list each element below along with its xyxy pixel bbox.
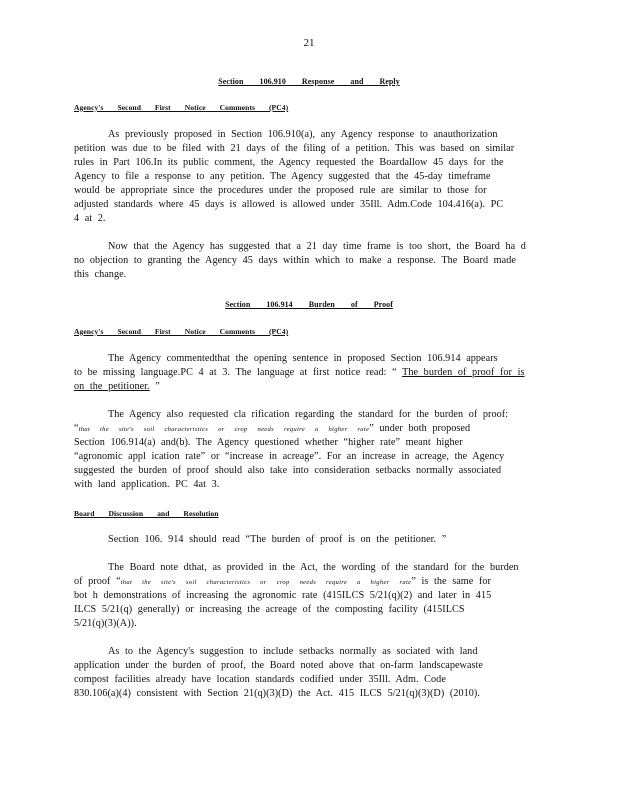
paragraph-line: compost facilities already have location standards codified under 35Ill. Adm. Code [74, 674, 446, 685]
text-run: of proof “ [74, 576, 121, 587]
subheading-agency-comments: Agency's Second First Notice Comments (PC4) [74, 103, 289, 112]
paragraph-line: The Agency commentedthat the opening sentence in proposed Section 106.914 appears [108, 353, 498, 364]
paragraph-line: adjusted standards where 45 days is allowed is allowed under 35Ill. Adm.Code 104.416(a). PC [74, 199, 504, 210]
paragraph-line: ILCS 5/21(q) generally) or increasing the acreage of the composting facility (415ILCS [74, 604, 465, 615]
paragraph-line: Section 106.914(a) and(b). The Agency questioned whether “higher rate” meant higher [74, 437, 463, 448]
paragraph-line: bot h demonstrations of increasing the agronomic rate (415ILCS 5/21(q)(2) and later in 415 [74, 590, 492, 601]
paragraph-line: no objection to granting the Agency 45 days within which to make a response. The Board made [74, 255, 516, 266]
text-run: ” is the same for [411, 576, 491, 587]
subheading-board-discussion: Board Discussion and Resolution [74, 509, 219, 518]
paragraph-line: with land application. PC 4at 3. [74, 479, 220, 490]
paragraph-line [74, 366, 544, 379]
paragraph-line [74, 422, 544, 436]
paragraph-line: 4 at 2. [74, 213, 106, 224]
page-number: 21 [303, 37, 315, 49]
paragraph-line: “agronomic appl ication rate” or “increase in acreage”. For an increase in acreage, the Agency [74, 451, 505, 462]
paragraph-line: rules in Part 106.In its public comment, the Agency requested the Boardallow 45 days for the [74, 157, 504, 168]
paragraph-line [74, 380, 544, 393]
paragraph-line: The Agency also requested cla rification regarding the standard for the burden of proof: [108, 409, 509, 420]
paragraph-line: As previously proposed in Section 106.910(a), any Agency response to anauthorization [108, 129, 498, 140]
paragraph-line: Section 106. 914 should read “The burden of proof is on the petitioner. ” [108, 534, 447, 545]
paragraph-line: petition was due to be filed with 21 days of the filing of a petition. This was based on similar [74, 143, 515, 154]
underlined-quote: The burden of proof for is [402, 367, 525, 378]
paragraph-line: Agency to file a response to any petition. The Agency suggested that the 45-day timeframe [74, 171, 491, 182]
italic-quote: that the site's soil characteristics or crop needs require a higher rate [78, 426, 370, 433]
paragraph-line: 830.106(a)(4) consistent with Section 21(q)(3)(D) the Act. 415 ILCS 5/21(q)(3)(D) (2010). [74, 688, 480, 699]
text-run: to be missing language.PC 4 at 3. The language at first notice read: “ [74, 367, 403, 378]
underlined-quote: on the petitioner. [74, 381, 150, 392]
paragraph-line: 5/21(q)(3)(A)). [74, 618, 137, 629]
text-run: ” [149, 381, 160, 392]
section-heading-106-914: Section 106.914 Burden of Proof [225, 300, 393, 309]
paragraph-line: Now that the Agency has suggested that a 21 day time frame is too short, the Board ha d [108, 241, 526, 252]
paragraph-line: suggested the burden of proof should also take into consideration setbacks normally associated [74, 465, 502, 476]
text-run: ” under both proposed [369, 423, 471, 434]
subheading-agency-comments: Agency's Second First Notice Comments (PC4) [74, 327, 289, 336]
paragraph-line [74, 575, 544, 589]
paragraph-line: would be appropriate since the procedures under the proposed rule are similar to those for [74, 185, 487, 196]
paragraph-line: The Board note dthat, as provided in the Act, the wording of the standard for the burden [108, 562, 519, 573]
italic-quote: that the site's soil characteristics or crop needs require a higher rate [120, 579, 412, 586]
paragraph-line: As to the Agency's suggestion to include setbacks normally as sociated with land [108, 646, 478, 657]
section-heading-106-910: Section 106.910 Response and Reply [218, 77, 400, 86]
text-run: “ [74, 423, 79, 434]
paragraph-line: this change. [74, 269, 127, 280]
paragraph-line: application under the burden of proof, the Board noted above that on-farm landscapewaste [74, 660, 483, 671]
